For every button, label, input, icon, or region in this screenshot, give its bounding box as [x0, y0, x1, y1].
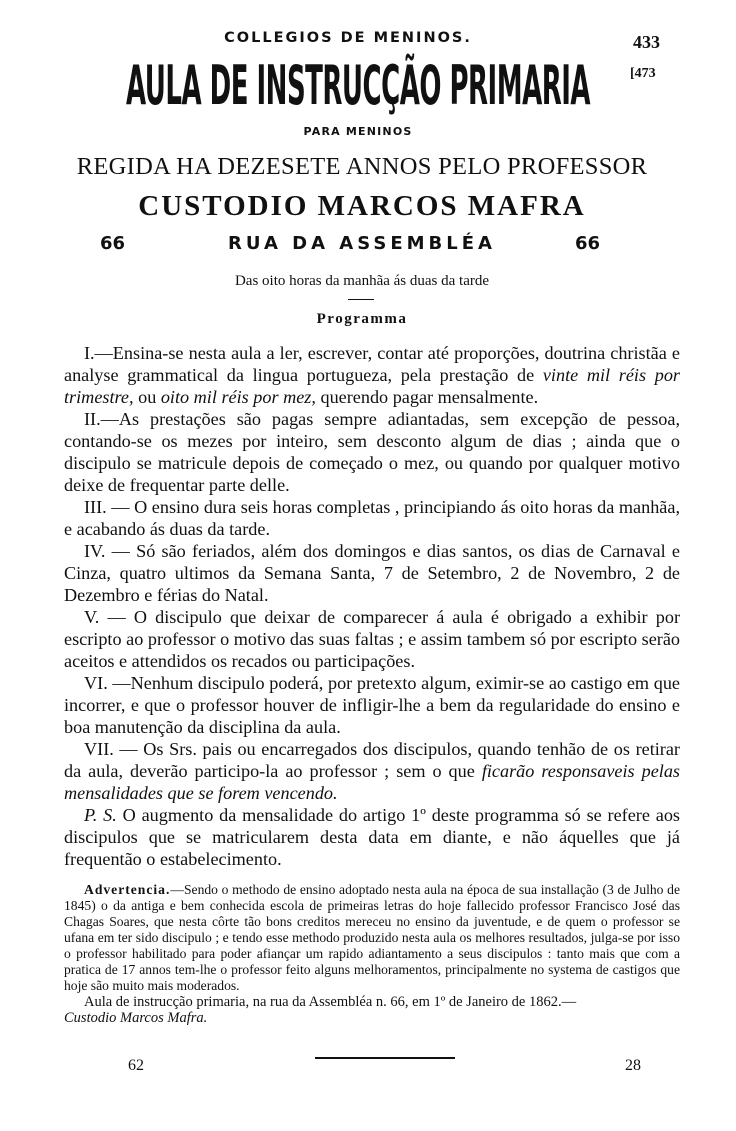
article-6: VI. —Nenhum discipulo poderá, por pretexto algum, eximir-se ao castigo em que incorrer, e que o professor houver de infligir-lhe a bem da regularidade do ensino e boa manutenção da disciplina da aula. — [64, 673, 680, 737]
article-2: II.—As prestações são pagas sempre adiantadas, sem excepção de pessoa, contando-se os mezes por inteiro, sem desconto algum de dias ; ainda que o discipulo se matricule depois de começado o mez, ou quando por qualquer motivo deixe de frequentar parte delle. — [64, 409, 680, 495]
address-street: RUA DA ASSEMBLÉA — [228, 233, 496, 254]
advertencia-block — [64, 882, 680, 1026]
footer-left-number: 62 — [128, 1057, 144, 1074]
article-3: III. — O ensino dura seis horas completas , principiando ás oito horas da manhãa, e acabando ás duas da tarde. — [64, 497, 681, 539]
article-7: VII. — Os Srs. pais ou encarregados dos discipulos, quando tenhão de os retirar da aula, deverão participo-la ao professor ; sem o que ficarão responsaveis pelas mensalidades que se forem vencendo. — [64, 739, 680, 803]
regida-line: REGIDA HA DEZESETE ANNOS PELO PROFESSOR — [76, 153, 648, 180]
divider-short — [348, 299, 374, 300]
footer-rule — [315, 1057, 455, 1059]
advertencia-closing: Aula de instrucção primaria, na rua da Assembléa n. 66, em 1º de Janeiro de 1862.— — [84, 994, 577, 1010]
hours-line: Das oito horas da manhãa ás duas da tarde — [234, 273, 490, 289]
main-title: AULA DE INSTRUCÇÃO PRIMARIA — [125, 55, 591, 119]
ref-number: [473 — [630, 66, 656, 81]
running-title: COLLEGIOS DE MENINOS. — [224, 30, 472, 46]
article-4: IV. — Só são feriados, além dos domingos e dias santos, os dias de Carnaval e Cinza, quatro ultimos da Semana Santa, 7 de Setembro, 2 de Novembro, 2 de Dezembro e férias do Natal. — [64, 541, 680, 605]
article-1: I.—Ensina-se nesta aula a ler, escrever, contar até proporções, doutrina christãa e analyse grammatical da lingua portugueza, pela prestação de vinte mil réis por trimestre, ou oito mil réis por mez, querendo pagar mensalmente. — [64, 343, 680, 407]
page-number: 433 — [633, 32, 660, 52]
footer-right-number: 28 — [625, 1057, 641, 1074]
postscript: P. S. O augmento da mensalidade do artigo 1º deste programma só se refere aos discipulos que se matricularem desta data em diante, e não áquelles que já frequentão o estabelecimento. — [64, 805, 681, 869]
advertencia-text: Advertencia.—Sendo o methodo de ensino adoptado nesta aula na época de sua installação (3 de Julho de 1845) o da antiga e bem conhecida escola de primeiras letras do hoje fallecido professor Francisco José das Chagas Soares, que nesta côrte tão bons creditos mereceu no ensino da juventude, e de quem o professor se ufana em ter sido discipulo ; e tendo esse methodo produzido nesta aula os melhores resultados, julga-se por isso o professor habilitado para poder afiançar um rapido adiantamento a seus discipulos : tanto mais que com a pratica de 17 annos tem-lhe o professor feito alguns melhoramentos, principalmente no systema de castigos que hoje são muito mais moderados. — [64, 882, 680, 993]
address-number-right: 66 — [575, 233, 601, 254]
article-5: V. — O discipulo que deixar de comparecer á aula é obrigado a exhibir por escripto ao professor o motivo das suas faltas ; e assim tambem só por escripto serão aceitos e attendidos os recados ou participações. — [64, 607, 681, 671]
programme-body — [64, 342, 680, 870]
subtitle-for-boys: PARA MENINOS — [303, 125, 413, 138]
address-number-left: 66 — [100, 233, 126, 254]
professor-name: CUSTODIO MARCOS MAFRA — [138, 190, 586, 222]
programa-heading: Programma — [316, 311, 408, 327]
signature: Custodio Marcos Mafra. — [64, 1010, 208, 1026]
